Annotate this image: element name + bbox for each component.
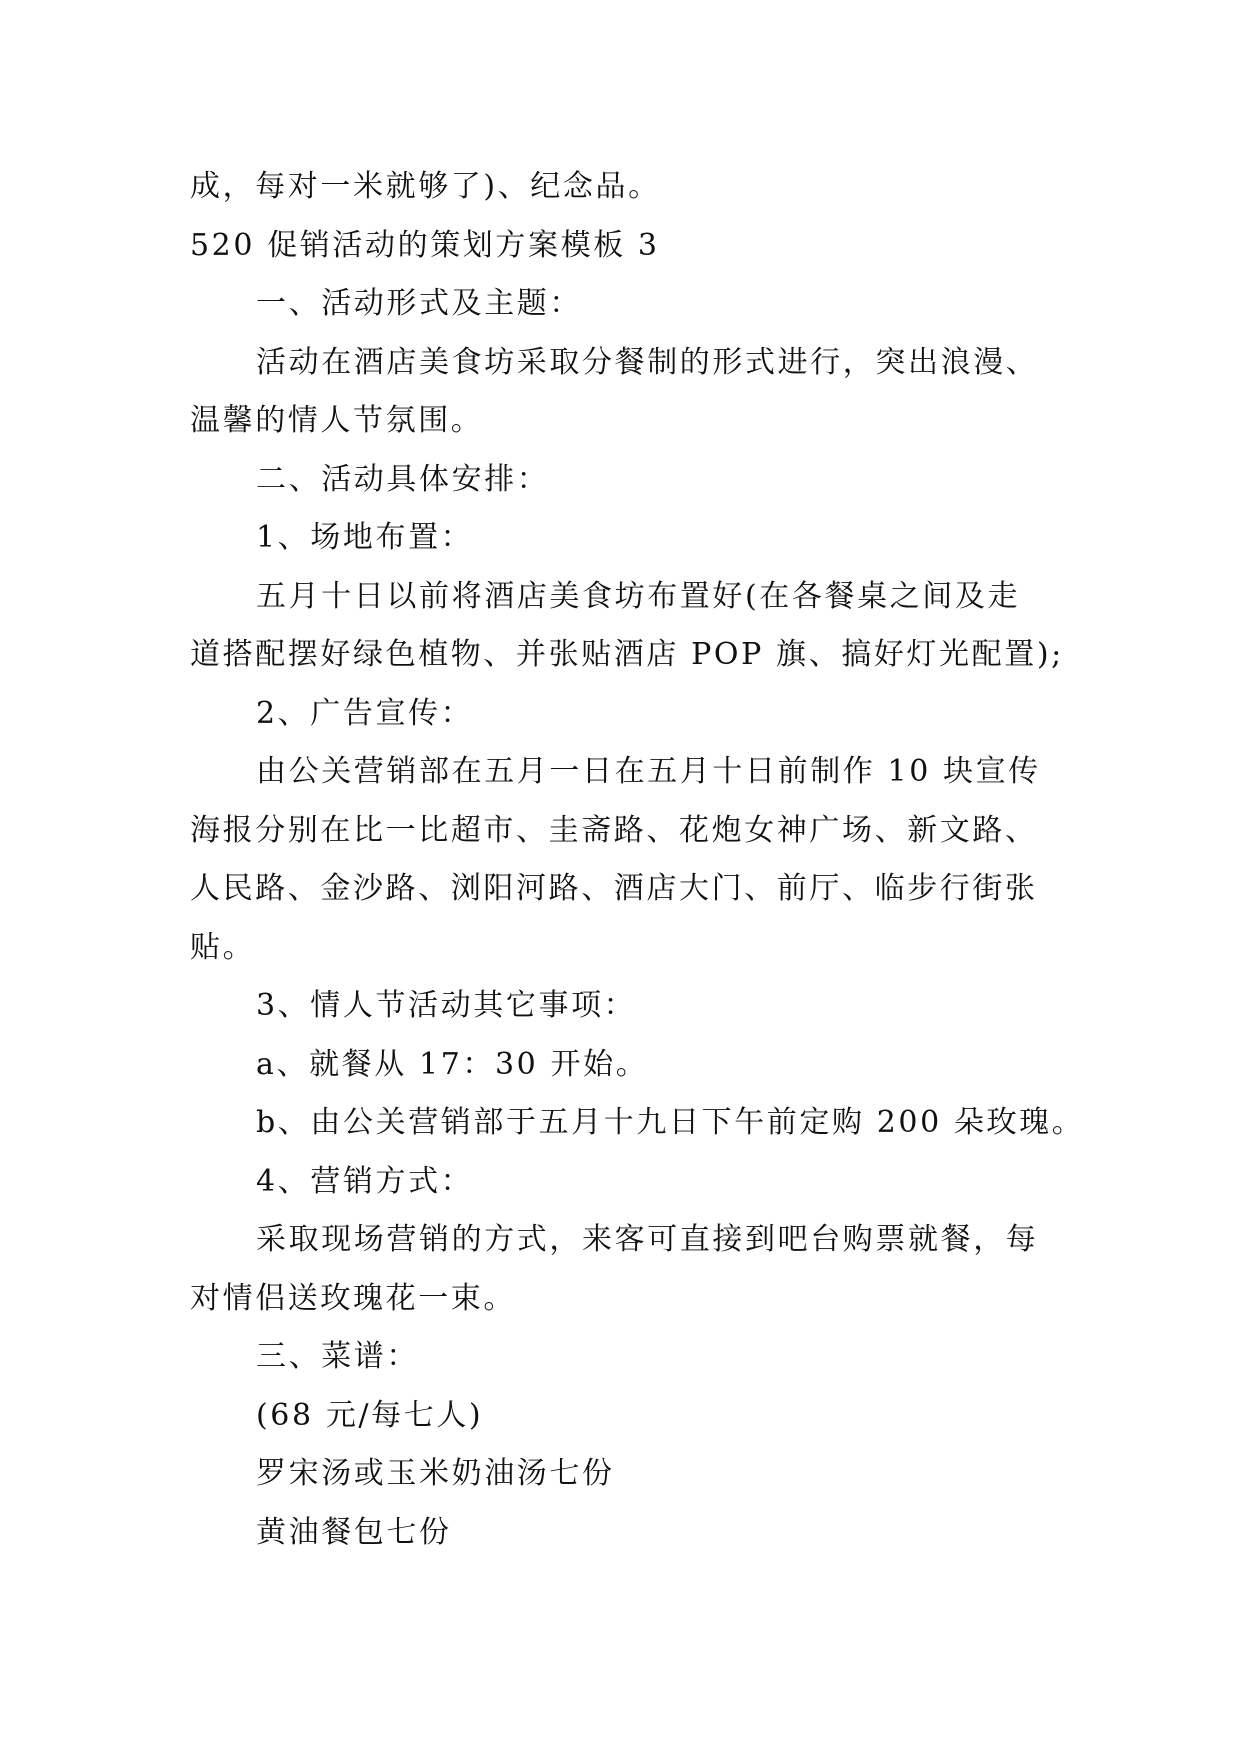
paragraph-line: 采取现场营销的方式，来客可直接到吧台购票就餐，每	[256, 1222, 1039, 1257]
heading-activity-arrangement: 二、活动具体安排：	[256, 461, 550, 497]
subheading-marketing: 4、营销方式：	[256, 1163, 474, 1199]
document-body	[190, 158, 1085, 1562]
list-item: a、就餐从 17：30 开始。	[256, 1046, 649, 1082]
menu-item: 罗宋汤或玉米奶油汤七份	[256, 1456, 615, 1491]
paragraph-line: 温馨的情人节氛围。	[190, 403, 484, 438]
paragraph-line: 对情侣送玫瑰花一束。	[190, 1280, 516, 1316]
paragraph-line: 由公关营销部在五月一日在五月十日前制作 10 块宣传	[256, 754, 1041, 789]
paragraph-line: 贴。	[190, 929, 256, 965]
paragraph-line: 活动在酒店美食坊采取分餐制的形式进行，突出浪漫、	[256, 344, 1039, 380]
heading-menu: 三、菜谱：	[256, 1339, 419, 1374]
subheading-other-matters: 3、情人节活动其它事项：	[256, 988, 637, 1023]
paragraph-line: 道搭配摆好绿色植物、并张贴酒店 POP 旗、搞好灯光配置);	[190, 637, 1064, 672]
heading-activity-form: 一、活动形式及主题：	[256, 286, 582, 321]
text-line-1: 成，每对一米就够了)、纪念品。	[190, 169, 661, 204]
section-title: 520 促销活动的策划方案模板 3	[190, 227, 660, 263]
paragraph-line: 海报分别在比一比超市、圭斋路、花炮女神广场、新文路、	[190, 812, 1038, 848]
list-item: b、由公关营销部于五月十九日下午前定购 200 朵玫瑰。	[256, 1105, 1085, 1140]
paragraph-line: 五月十日以前将酒店美食坊布置好(在各餐桌之间及走	[256, 578, 1021, 614]
paragraph-line: 人民路、金沙路、浏阳河路、酒店大门、前厅、临步行街张	[190, 871, 1038, 906]
menu-price: (68 元/每七人)	[256, 1397, 484, 1433]
subheading-venue: 1、场地布置：	[256, 520, 474, 555]
subheading-advertising: 2、广告宣传：	[256, 695, 474, 731]
menu-item: 黄油餐包七份	[256, 1514, 452, 1550]
